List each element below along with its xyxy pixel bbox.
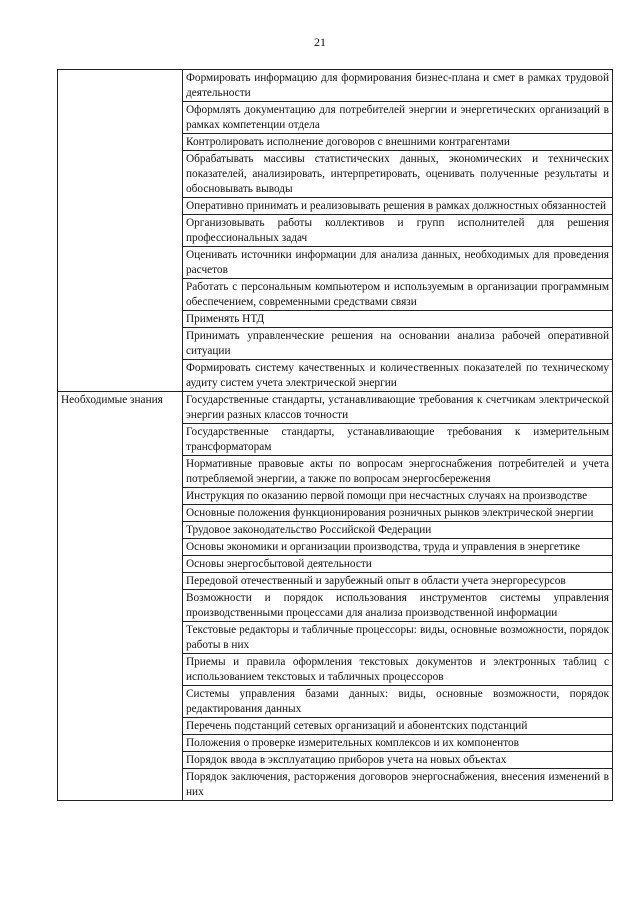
requirements-table [57,69,613,801]
requirement-item: Основы экономики и организации производства, труда и управления в энергетике [183,539,613,556]
requirement-item: Системы управления базами данных: виды, основные возможности, порядок редактирования данных [183,686,613,718]
requirement-item: Нормативные правовые акты по вопросам энергоснабжения потребителей и учета потребляемой энергии, а также по вопросам энергосбережения [183,456,613,488]
requirement-item: Государственные стандарты, устанавливающие требования к измерительным трансформаторам [183,424,613,456]
requirement-item: Трудовое законодательство Российской Федерации [183,522,613,539]
requirements-table-body [58,70,613,801]
requirement-item: Организовывать работы коллективов и групп исполнителей для решения профессиональных задач [183,215,613,247]
table-row [58,392,613,424]
page-number: 21 [314,35,326,49]
requirement-item: Контролировать исполнение договоров с внешними контрагентами [183,134,613,151]
requirement-item: Текстовые редакторы и табличные процессоры: виды, основные возможности, порядок работы в них [183,622,613,654]
requirement-item: Оценивать источники информации для анализа данных, необходимых для проведения расчетов [183,247,613,279]
requirement-item: Передовой отечественный и зарубежный опыт в области учета энергоресурсов [183,573,613,590]
requirement-item: Применять НТД [183,311,613,328]
requirement-item: Государственные стандарты, устанавливающие требования к счетчикам электрической энергии разных классов точности [183,392,613,424]
table-row [58,70,613,102]
group-label-cell [58,70,183,392]
requirement-item: Приемы и правила оформления текстовых документов и электронных таблиц с использованием текстовых и табличных процессоров [183,654,613,686]
requirement-item: Перечень подстанций сетевых организаций и абонентских подстанций [183,718,613,735]
requirement-item: Основы энергосбытовой деятельности [183,556,613,573]
requirement-item: Возможности и порядок использования инструментов системы управления производственными процессами для анализа производственной информации [183,590,613,622]
requirement-item: Порядок ввода в эксплуатацию приборов учета на новых объектах [183,752,613,769]
requirement-item: Работать с персональным компьютером и используемым в организации программным обеспечением, современными средствами связи [183,279,613,311]
requirement-item: Обрабатывать массивы статистических данных, экономических и технических показателей, анализировать, интерпретировать, оценивать полученные результаты и обосновывать выводы [183,151,613,198]
group-label-cell: Необходимые знания [58,392,183,801]
requirement-item: Формировать информацию для формирования бизнес-плана и смет в рамках трудовой деятельности [183,70,613,102]
requirement-item: Порядок заключения, расторжения договоров энергоснабжения, внесения изменений в них [183,769,613,801]
requirement-item: Основные положения функционирования розничных рынков электрической энергии [183,505,613,522]
requirement-item: Оперативно принимать и реализовывать решения в рамках должностных обязанностей [183,198,613,215]
requirement-item: Инструкция по оказанию первой помощи при несчастных случаях на производстве [183,488,613,505]
requirement-item: Формировать систему качественных и количественных показателей по техническому аудиту систем учета электрической энергии [183,360,613,392]
requirement-item: Оформлять документацию для потребителей энергии и энергетических организаций в рамках компетенции отдела [183,102,613,134]
requirement-item: Принимать управленческие решения на основании анализа рабочей оперативной ситуации [183,328,613,360]
requirement-item: Положения о проверке измерительных комплексов и их компонентов [183,735,613,752]
